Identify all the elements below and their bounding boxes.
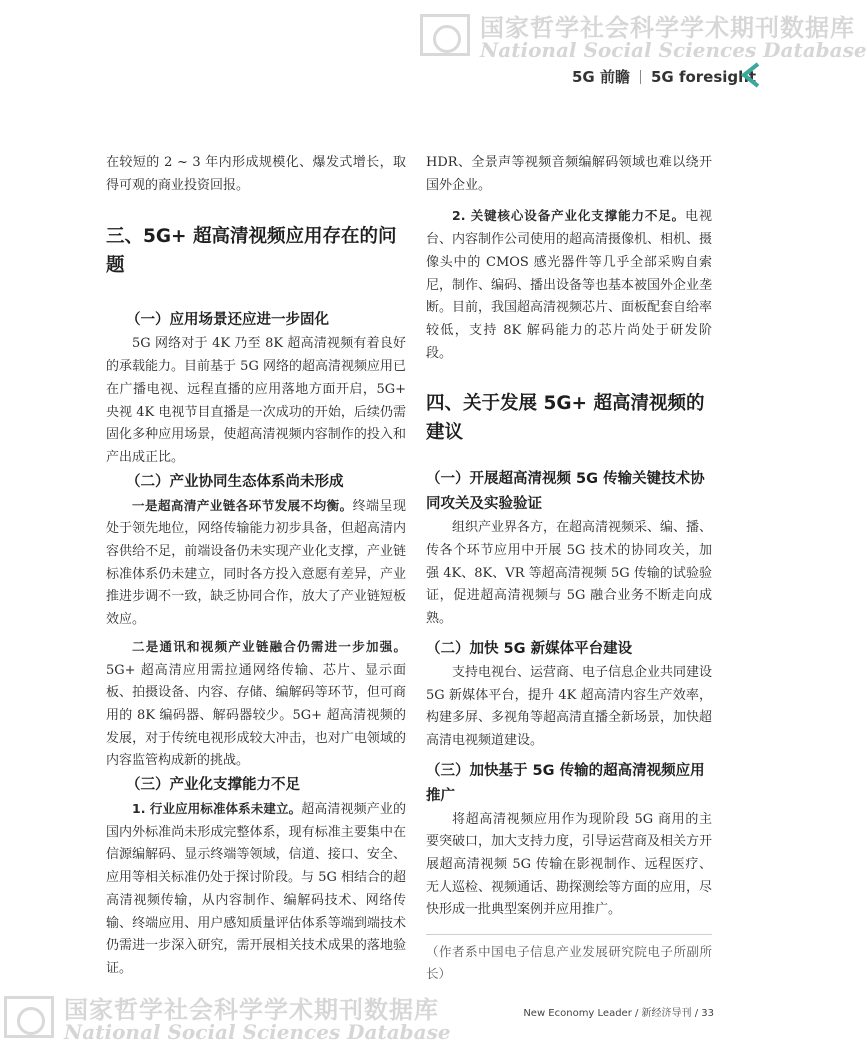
watermark-cn: 国家哲学社会科学学术期刊数据库 [64,996,439,1024]
header-divider [640,70,641,84]
paragraph: 2. 关键核心设备产业化支撑能力不足。电视台、内容制作公司使用的超高清摄像机、相机、摄像头中的 CMOS 感光器件等几乎全部采购自索尼，制作、编码、播出设备等也基本被国外企业垄断。目前，我国超高清视频芯片、面板配套自给率较低，支持 8K 解码能力的芯片尚处于研发阶段。 [426,208,713,361]
watermark-bottom [0,990,451,1050]
database-logo-icon [420,14,470,56]
left-column [106,152,406,981]
author-note: （作者系中国电子信息产业发展研究院电子所副所长） [426,944,712,982]
section-heading-4: 四、关于发展 5G+ 超高清视频的建议 [426,393,705,444]
paragraph: 二是通讯和视频产业链融合仍需进一步加强。5G+ 超高清应用需拉通网络传输、芯片、显示面板、拍摄设备、内容、存储、编解码等环节，但可商用的 8K 编码器、解码器较少。5G+ 超高清视频的发展，对于传统电视形成较大冲击，也对广电领域的内容监管构成新的挑战。 [106,638,406,769]
subsection-heading: （三）加快基于 5G 传输的超高清视频应用推广 [426,762,705,804]
subsection-heading: （一）应用场景还应进一步固化 [126,312,329,329]
watermark-top [420,8,867,68]
subsection-heading: （二）加快 5G 新媒体平台建设 [426,640,633,657]
paragraph: 支持电视台、运营商、电子信息企业共同建设 5G 新媒体平台，提升 4K 超高清内容生产效率，构建多屏、多视角等超高清直播全新场景，加快超高清电视频道建设。 [426,664,713,748]
chevron-left-icon [740,62,762,88]
paragraph-lead: 二是通讯和视频产业链融合仍需进一步加强。 [132,638,406,654]
paragraph: 组织产业界各方，在超高清视频采、编、播、传各个环节应用中开展 5G 技术的协同攻关，加强 4K、8K、VR 等超高清视频 5G 传输的试验验证，促进超高清视频与 5G 融合业务不断走向成熟。 [426,520,713,627]
paragraph: 在较短的 2 ~ 3 年内形成规模化、爆发式增长，取得可观的商业投资回报。 [106,155,406,193]
watermark-cn: 国家哲学社会科学学术期刊数据库 [480,14,855,42]
section-title-en: 5G foresight [650,67,756,86]
paragraph: 将超高清视频应用作为现阶段 5G 商用的主要突破口，加大支持力度，引导运营商及相关方开展超高清视频 5G 传输在影视制作、远程医疗、无人巡检、视频通话、勘探测绘等方面的应用，尽快形成一批典型案例并应用推广。 [426,811,713,918]
paragraph: 一是超高清产业链各环节发展不均衡。终端呈现处于领先地位，网络传输能力初步具备，但超高清内容供给不足，前端设备仍未实现产业化支撑，产业链标准体系仍未建立，同时各方投入意愿有差异，产业推进步调不一致，缺乏协同合作，放大了产业链短板效应。 [106,497,406,628]
paragraph: 5G 网络对于 4K 乃至 8K 超高清视频有着良好的承载能力。目前基于 5G 网络的超高清视频应用已在广播电视、远程直播的应用落地方面开启，5G+ 央视 4K 电视节目直播是一次成功的开始，后续仍需固化多种应用场景，使超高清视频内容制作的投入和产出成正比。 [106,336,406,465]
watermark-en: National Social Sciences Database [64,1020,451,1044]
section-header [572,66,756,87]
subsection-heading: （三）产业化支撑能力不足 [126,777,300,794]
paragraph: 1. 行业应用标准体系未建立。超高清视频产业的国内外标准尚未形成完整体系，现有标准主要集中在信源编解码、显示终端等领域，信道、接口、安全、应用等相关标准仍处于探讨阶段。与 5G 相结合的超高清视频传输，从内容制作、编解码技术、网络传输、终端应用、用户感知质量评估体系等端到端技术仍需进一步深入研究，需开展相关技术成果的落地验证。 [106,801,406,976]
section-heading-3: 三、5G+ 超高清视频应用存在的问题 [106,226,397,277]
section-title-cn: 5G 前瞻 [571,68,630,86]
subsection-heading: （二）产业协同生态体系尚未形成 [126,473,344,490]
author-divider [426,934,712,935]
subsection-heading: （一）开展超高清视频 5G 传输关键技术协同攻关及实验验证 [426,471,705,513]
right-column [426,152,712,985]
paragraph-lead: 1. 行业应用标准体系未建立。 [132,801,302,817]
paragraph-lead: 一是超高清产业链各环节发展不均衡。 [132,497,353,513]
database-logo-icon [4,996,54,1038]
paragraph: HDR、全景声等视频音频编解码领域也难以绕开国外企业。 [426,155,712,193]
paragraph-lead: 2. 关键核心设备产业化支撑能力不足。 [452,208,686,224]
watermark-en: National Social Sciences Database [480,38,867,62]
page-footer: New Economy Leader / 新经济导刊 / 33 [523,1008,714,1019]
